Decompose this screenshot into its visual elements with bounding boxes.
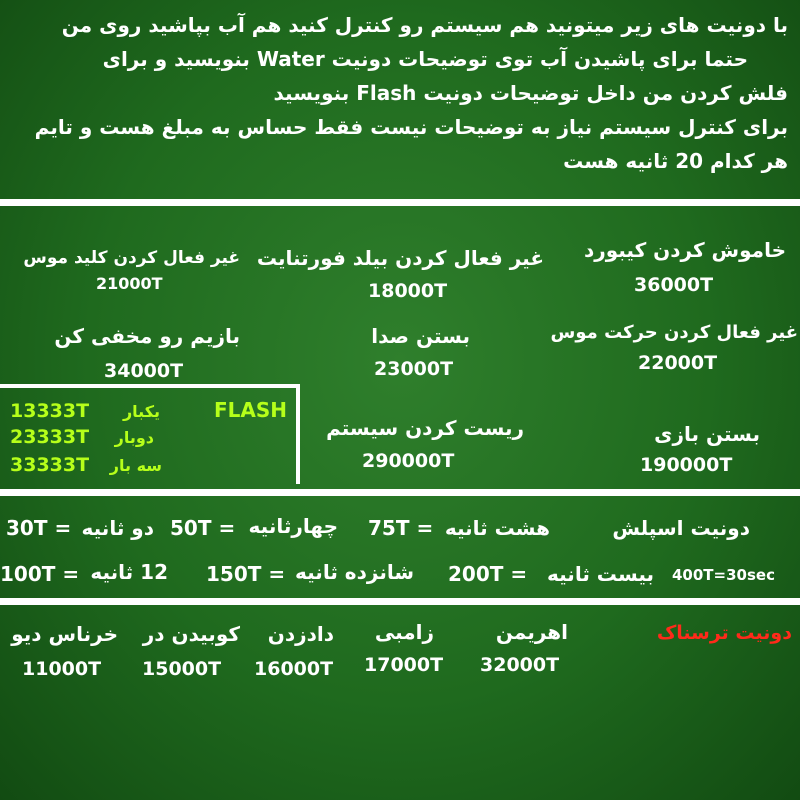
flash-price-2: 23333T xyxy=(10,426,90,448)
divider-2 xyxy=(0,489,800,496)
scary-price-door: 15000T xyxy=(142,658,222,680)
control-price-keyboard: 36000T xyxy=(634,274,714,296)
intro-text xyxy=(12,8,788,178)
control-price-close-game: 190000T xyxy=(640,454,733,476)
divider-1 xyxy=(0,199,800,206)
flash-title: FLASH xyxy=(214,398,288,422)
control-label-keyboard: خاموش کردن کیبورد xyxy=(583,238,786,262)
scary-label-zombie: زامبی xyxy=(374,620,434,644)
splash-title: دونیت اسپلش xyxy=(612,516,750,540)
splash-price-2s: 30T = xyxy=(6,516,72,540)
control-price-mouse-key: 21000T xyxy=(96,274,163,293)
splash-price-8s: 75T = xyxy=(368,516,434,540)
control-label-hide-game: بازیم رو مخفی کن xyxy=(54,324,240,348)
scary-price-demon: 32000T xyxy=(480,654,560,676)
control-label-mouse-move: غیر فعال کردن حرکت موس xyxy=(550,322,798,343)
intro-line-1: با دونیت های زیر میتونید هم سیستم رو کنترل کنید هم آب بپاشید روی من xyxy=(61,13,788,37)
control-label-mute: بستن صدا xyxy=(371,324,470,348)
intro-line-3: فلش کردن من داخل توضیحات دونیت Flash بنویسید xyxy=(273,81,788,105)
splash-price-4s: 50T = xyxy=(170,516,236,540)
control-price-mute: 23000T xyxy=(374,358,454,380)
control-label-mouse-key: غیر فعال کردن کلید موس xyxy=(23,248,240,268)
splash-label-2s: دو ثانیه xyxy=(81,516,154,540)
scary-price-zombie: 17000T xyxy=(364,654,444,676)
control-label-reset: ریست کردن سیستم xyxy=(326,416,524,440)
splash-label-16s: شانزده ثانیه xyxy=(295,560,414,584)
control-price-reset: 290000T xyxy=(362,450,455,472)
intro-line-2: حتما برای پاشیدن آب توی توضیحات دونیت Water بنویسید و برای xyxy=(102,47,748,71)
splash-price-20s: 200T = xyxy=(448,562,528,586)
splash-price-16s: 150T = xyxy=(206,562,286,586)
scary-price-scream: 16000T xyxy=(254,658,334,680)
splash-label-4s: چهارثانیه xyxy=(248,514,338,538)
flash-price-3: 33333T xyxy=(10,454,90,476)
intro-line-4: برای کنترل سیستم نیاز به توضیحات نیست فقط حساس به مبلغ هست و تایم xyxy=(34,115,788,139)
scary-label-demon: اهریمن xyxy=(495,620,568,644)
flash-label-1: یکبار xyxy=(122,402,160,421)
control-price-build: 18000T xyxy=(368,280,448,302)
control-price-mouse-move: 22000T xyxy=(638,352,718,374)
splash-price-12s: 100T = xyxy=(0,562,80,586)
control-price-hide-game: 34000T xyxy=(104,360,184,382)
flash-label-2: دوبار xyxy=(114,428,154,447)
control-label-close-game: بستن بازی xyxy=(654,422,760,446)
scary-label-door: کوبیدن در xyxy=(142,622,240,646)
scary-price-growl: 11000T xyxy=(22,658,102,680)
scary-label-growl: خرناس دیو xyxy=(11,622,118,646)
splash-note: 400T=30sec xyxy=(672,566,775,584)
scary-title: دونیت ترسناک xyxy=(656,622,792,644)
intro-line-5: هر کدام 20 ثانیه هست xyxy=(563,149,788,173)
control-label-build: غیر فعال کردن بیلد فورتنایت xyxy=(256,246,544,270)
flash-label-3: سه بار xyxy=(109,456,162,475)
splash-label-12s: 12 ثانیه xyxy=(90,560,168,584)
splash-label-8s: هشت ثانیه xyxy=(444,516,550,540)
divider-3 xyxy=(0,598,800,605)
flash-price-1: 13333T xyxy=(10,400,90,422)
splash-label-20s: بیست ثانیه xyxy=(547,562,654,586)
scary-label-scream: دادزدن xyxy=(267,622,334,646)
